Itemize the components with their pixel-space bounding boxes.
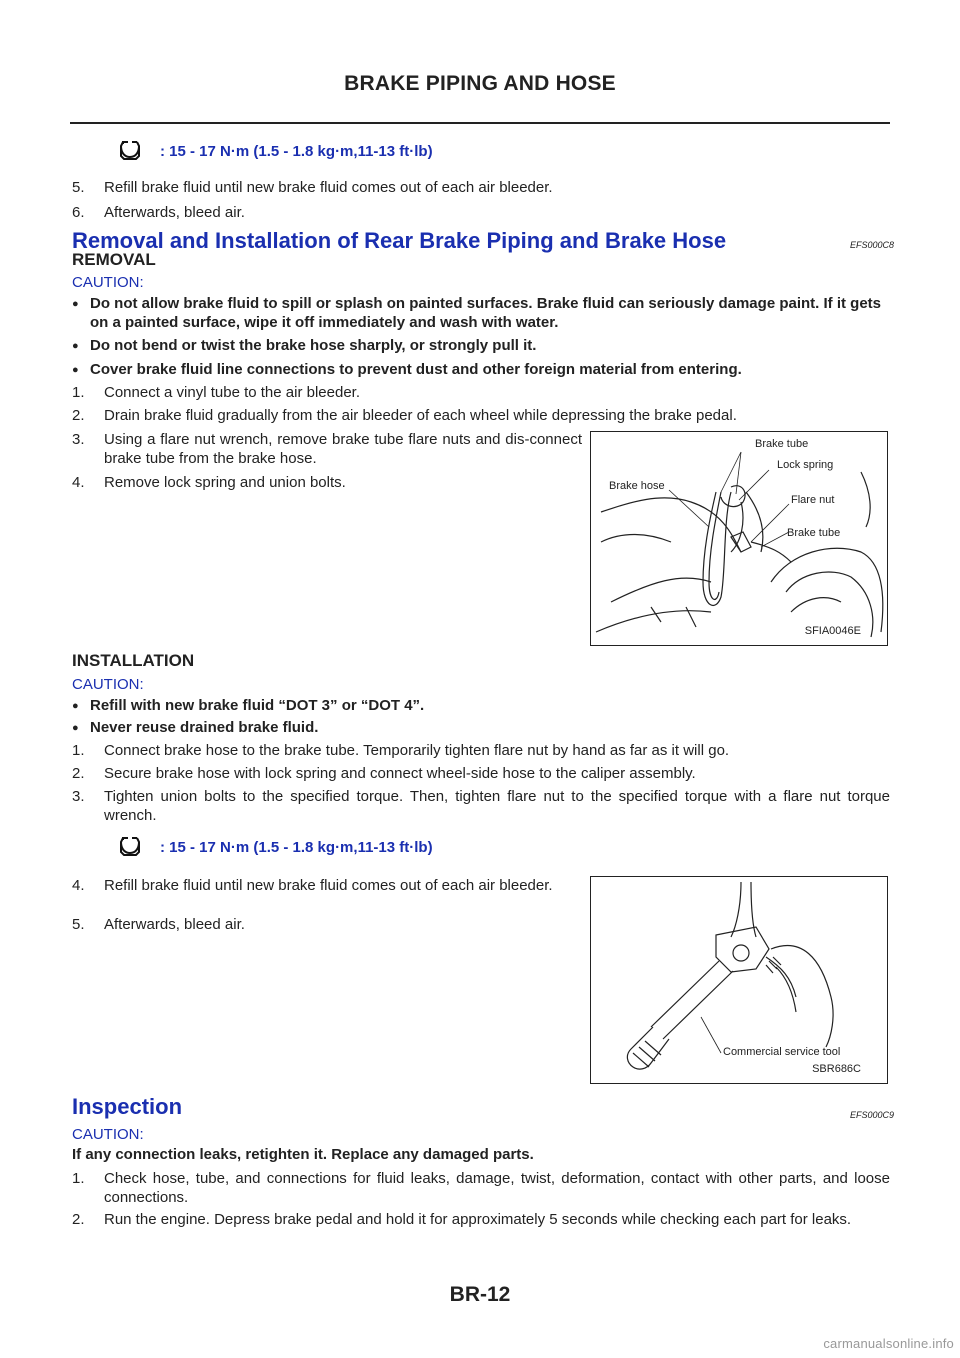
installation-heading: INSTALLATION [72,651,195,670]
caution-bullet-text: Do not bend or twist the brake hose sharply, or strongly pull it. [90,337,537,354]
step-text: Connect brake hose to the brake tube. Temporarily tighten flare nut by hand as far as it will go. [104,742,730,759]
removal-step-3 [72,430,582,468]
step-number: 6. [72,204,85,221]
install-step-1 [72,741,890,760]
watermark: carmanualsonline.info [823,1336,954,1351]
step-number: 4. [72,474,85,491]
install-step-4 [72,876,582,895]
torque-spec-top [118,140,433,162]
step-text: Secure brake hose with lock spring and connect wheel-side hose to the caliper assembly. [104,765,696,782]
caution-bullet [72,718,890,738]
step-text: Run the engine. Depress brake pedal and hold it for approximately 5 seconds while checking each part for leaks. [104,1211,852,1228]
bullet-icon: ● [72,298,79,310]
step-number: 5. [72,179,85,196]
step-number: 3. [72,788,85,805]
install-step-3 [72,787,890,825]
caution-bullet [72,336,890,356]
bullet-icon: ● [72,364,79,376]
torque-wrench-icon [118,836,142,858]
inspection-step-1 [72,1169,890,1207]
install-step-2 [72,764,890,783]
inspection-step-2 [72,1210,890,1229]
step-number: 4. [72,877,85,894]
label-commercial-service-tool: Commercial service tool [723,1046,841,1058]
inspection-caution-text: If any connection leaks, retighten it. Replace any damaged parts. [72,1146,534,1163]
caution-bullet-text: Do not allow brake fluid to spill or splash on painted surfaces. Brake fluid can seriously damage paint. If it gets on a painted surface, wipe it off immediately and wash with water. [90,295,881,331]
step-text: Check hose, tube, and connections for fluid leaks, damage, twist, deformation, contact with other parts, and loose connections. [104,1170,890,1206]
caution-bullet [72,360,890,380]
step-number: 1. [72,1170,85,1187]
removal-heading: REMOVAL [72,250,156,269]
bullet-icon: ● [72,700,79,712]
caution-bullet-text: Cover brake fluid line connections to prevent dust and other foreign material from entering. [90,361,742,378]
step-number: 1. [72,384,85,401]
caution-label: CAUTION: [72,274,144,291]
step-text: Afterwards, bleed air. [104,204,245,221]
label-lock-spring: Lock spring [777,459,834,471]
step-5 [72,178,890,197]
torque-wrench-icon [118,140,142,162]
step-text: Afterwards, bleed air. [104,916,245,933]
brake-hose-illustration [591,432,887,645]
step-number: 1. [72,742,85,759]
step-text: Tighten union bolts to the specified torque. Then, tighten flare nut to the specified torque with a flare nut torque wrench. [104,788,890,824]
caution-label: CAUTION: [72,1126,144,1143]
caution-bullet [72,696,890,716]
figure-flare-nut-wrench [590,876,888,1084]
torque-value: : 15 - 17 N·m (1.5 - 1.8 kg·m,11-13 ft·lb) [160,142,433,160]
figure-brake-hose-diagram [590,431,888,646]
removal-step-4 [72,473,582,492]
install-step-5 [72,915,582,934]
header-divider [70,122,890,124]
caution-bullet-text: Refill with new brake fluid “DOT 3” or “DOT 4”. [90,697,425,714]
removal-step-1 [72,383,890,402]
step-number: 2. [72,765,85,782]
label-brake-tube-top: Brake tube [755,438,809,450]
caution-bullet [72,294,890,332]
step-text: Drain brake fluid gradually from the air bleeder of each wheel while depressing the brake pedal. [104,407,737,424]
step-number: 5. [72,916,85,933]
step-number: 2. [72,407,85,424]
step-text: Refill brake fluid until new brake fluid comes out of each air bleeder. [104,877,553,894]
section-title-rear-brake: Removal and Installation of Rear Brake Piping and Brake Hose [72,228,727,253]
torque-value: : 15 - 17 N·m (1.5 - 1.8 kg·m,11-13 ft·lb) [160,838,433,856]
section-code: EFS000C8 [850,240,895,250]
step-text: Connect a vinyl tube to the air bleeder. [104,384,360,401]
caution-label: CAUTION: [72,676,144,693]
step-number: 2. [72,1211,85,1228]
step-number: 3. [72,431,85,448]
removal-step-2 [72,406,890,425]
label-brake-hose: Brake hose [609,480,665,492]
step-6 [72,203,890,222]
figure-code: SBR686C [812,1063,861,1075]
page-number: BR-12 [449,1283,511,1306]
caution-bullet-text: Never reuse drained brake fluid. [90,719,319,736]
section-code: EFS000C9 [850,1110,895,1120]
label-brake-tube-bottom: Brake tube [787,527,841,539]
bullet-icon: ● [72,722,79,734]
label-flare-nut: Flare nut [791,494,835,506]
section-title-inspection: Inspection [72,1094,183,1119]
bullet-icon: ● [72,340,79,352]
step-text: Refill brake fluid until new brake fluid comes out of each air bleeder. [104,179,553,196]
figure-code: SFIA0046E [804,625,861,637]
step-text: Remove lock spring and union bolts. [104,474,346,491]
torque-spec-install [118,836,433,858]
step-text: Using a flare nut wrench, remove brake tube flare nuts and dis-connect brake tube from the brake hose. [104,431,582,467]
page-header-title: BRAKE PIPING AND HOSE [344,72,616,95]
